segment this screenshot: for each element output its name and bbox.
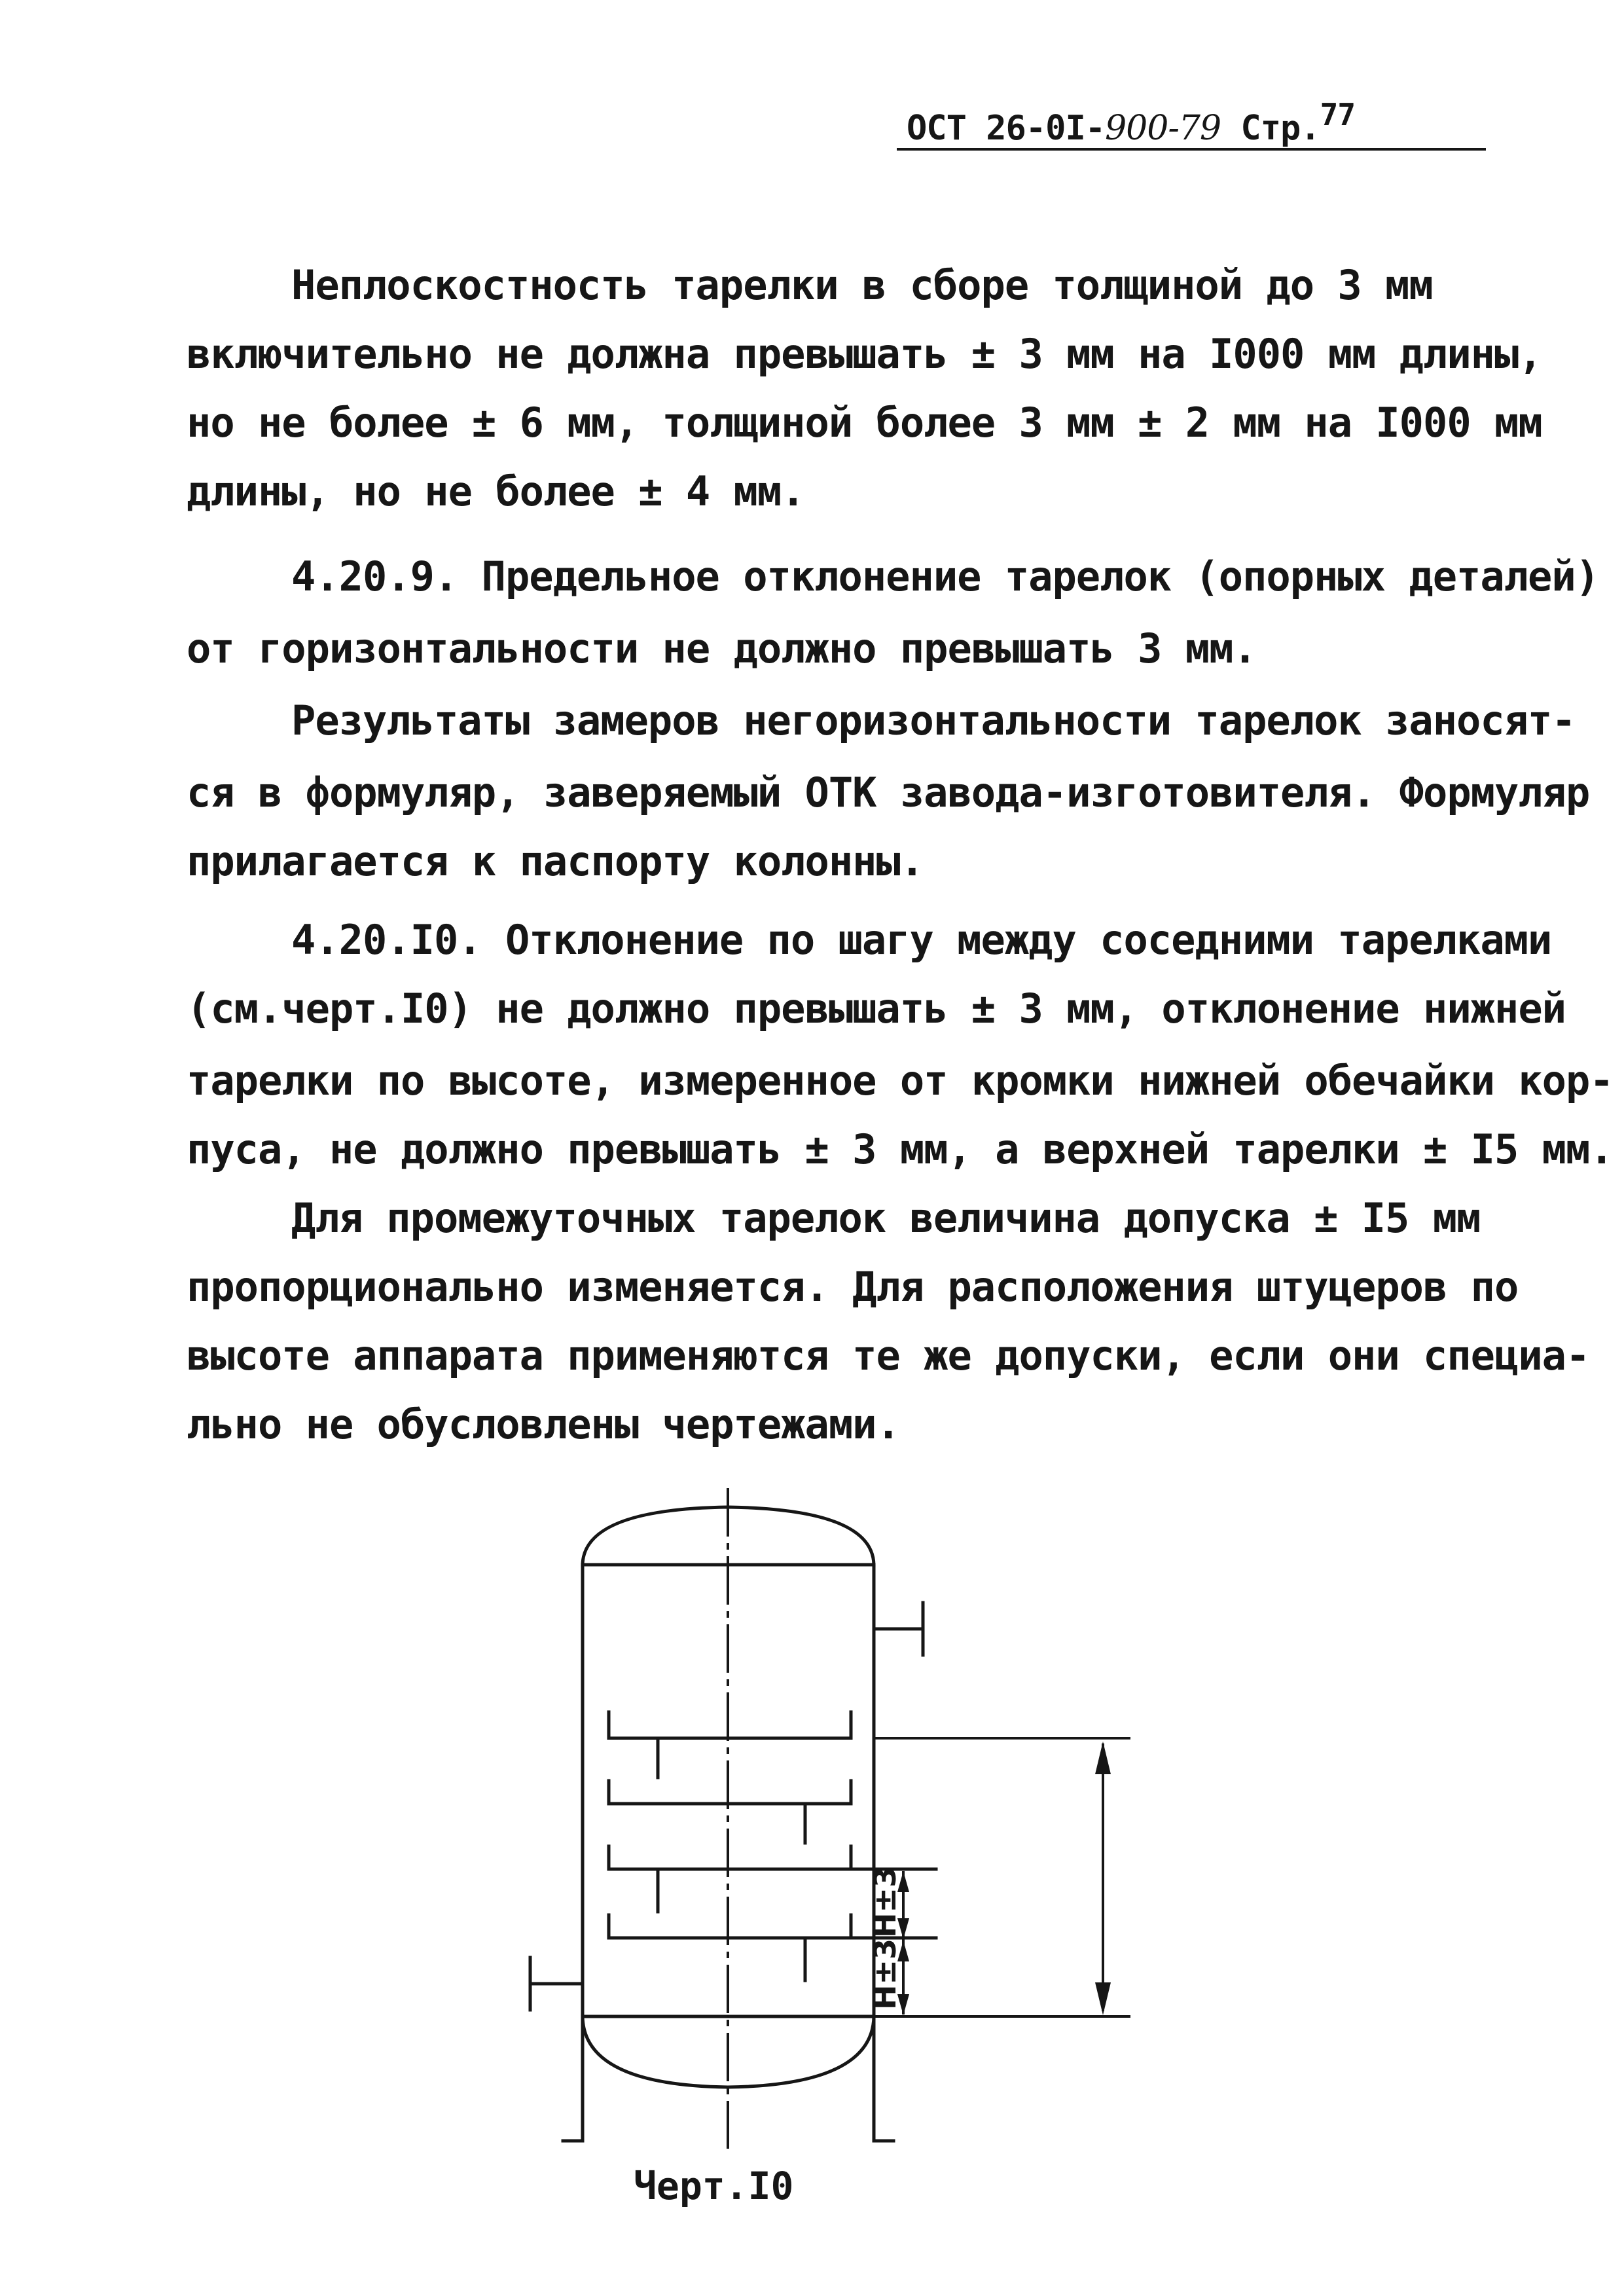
dim-label-lower: H±3 <box>867 1938 903 2010</box>
text-line: от горизонтальности не должно превышать 3 мм. <box>187 625 1257 672</box>
text-line: Неплоскостность тарелки в сборе толщиной до 3 мм <box>291 261 1433 309</box>
text-line: но не более ± 6 мм, толщиной более 3 мм ± 2 мм на I000 мм <box>187 399 1542 446</box>
section-heading-4-20-10: 4.20.I0. Отклонение по шагу между соседними тарелками <box>291 916 1552 964</box>
dim-arrow-up <box>1095 1741 1111 1774</box>
page-header <box>907 97 1356 148</box>
text-line: льно не обусловлены чертежами. <box>187 1400 900 1448</box>
text-line: прилагается к паспорту колонны. <box>187 837 924 885</box>
standard-code: ОСТ 26-0I- <box>907 109 1106 148</box>
text-line: ся в формуляр, заверяемый ОТК завода-изготовителя. Формуляр <box>187 769 1590 816</box>
text-line: Результаты замеров негоризонтальности тарелок заносят- <box>291 697 1576 744</box>
section-heading-4-20-9: 4.20.9. Предельное отклонение тарелок (опорных деталей) <box>291 553 1599 600</box>
text-line: высоте аппарата применяются те же допуски, если они специа- <box>187 1332 1590 1379</box>
text-line: длины, но не более ± 4 мм. <box>187 467 805 515</box>
column-drawing <box>511 1486 1165 2154</box>
page-number: 77 <box>1320 97 1356 132</box>
text-line: пропорционально изменяется. Для расположения штуцеров по <box>187 1263 1519 1311</box>
handwritten-standard-number: 900-79 <box>1105 109 1221 148</box>
text-line: тарелки по высоте, измеренное от кромки нижней обечайки кор- <box>187 1057 1614 1104</box>
figure-caption: Черт.I0 <box>634 2164 794 2208</box>
text-line: пуса, не должно превышать ± 3 мм, а верхней тарелки ± I5 мм. <box>187 1125 1614 1173</box>
dim-arrow-down <box>1095 1982 1111 2015</box>
text-line: (см.черт.I0) не должно превышать ± 3 мм, отклонение нижней <box>187 985 1566 1032</box>
text-line: включительно не должна превышать ± 3 мм на I000 мм длины, <box>187 330 1542 378</box>
text-line: Для промежуточных тарелок величина допуска ± I5 мм <box>291 1194 1481 1242</box>
page-label: Стр. <box>1221 109 1320 148</box>
header-underline <box>897 148 1486 151</box>
dim-label-upper: H±3 <box>867 1866 903 1938</box>
